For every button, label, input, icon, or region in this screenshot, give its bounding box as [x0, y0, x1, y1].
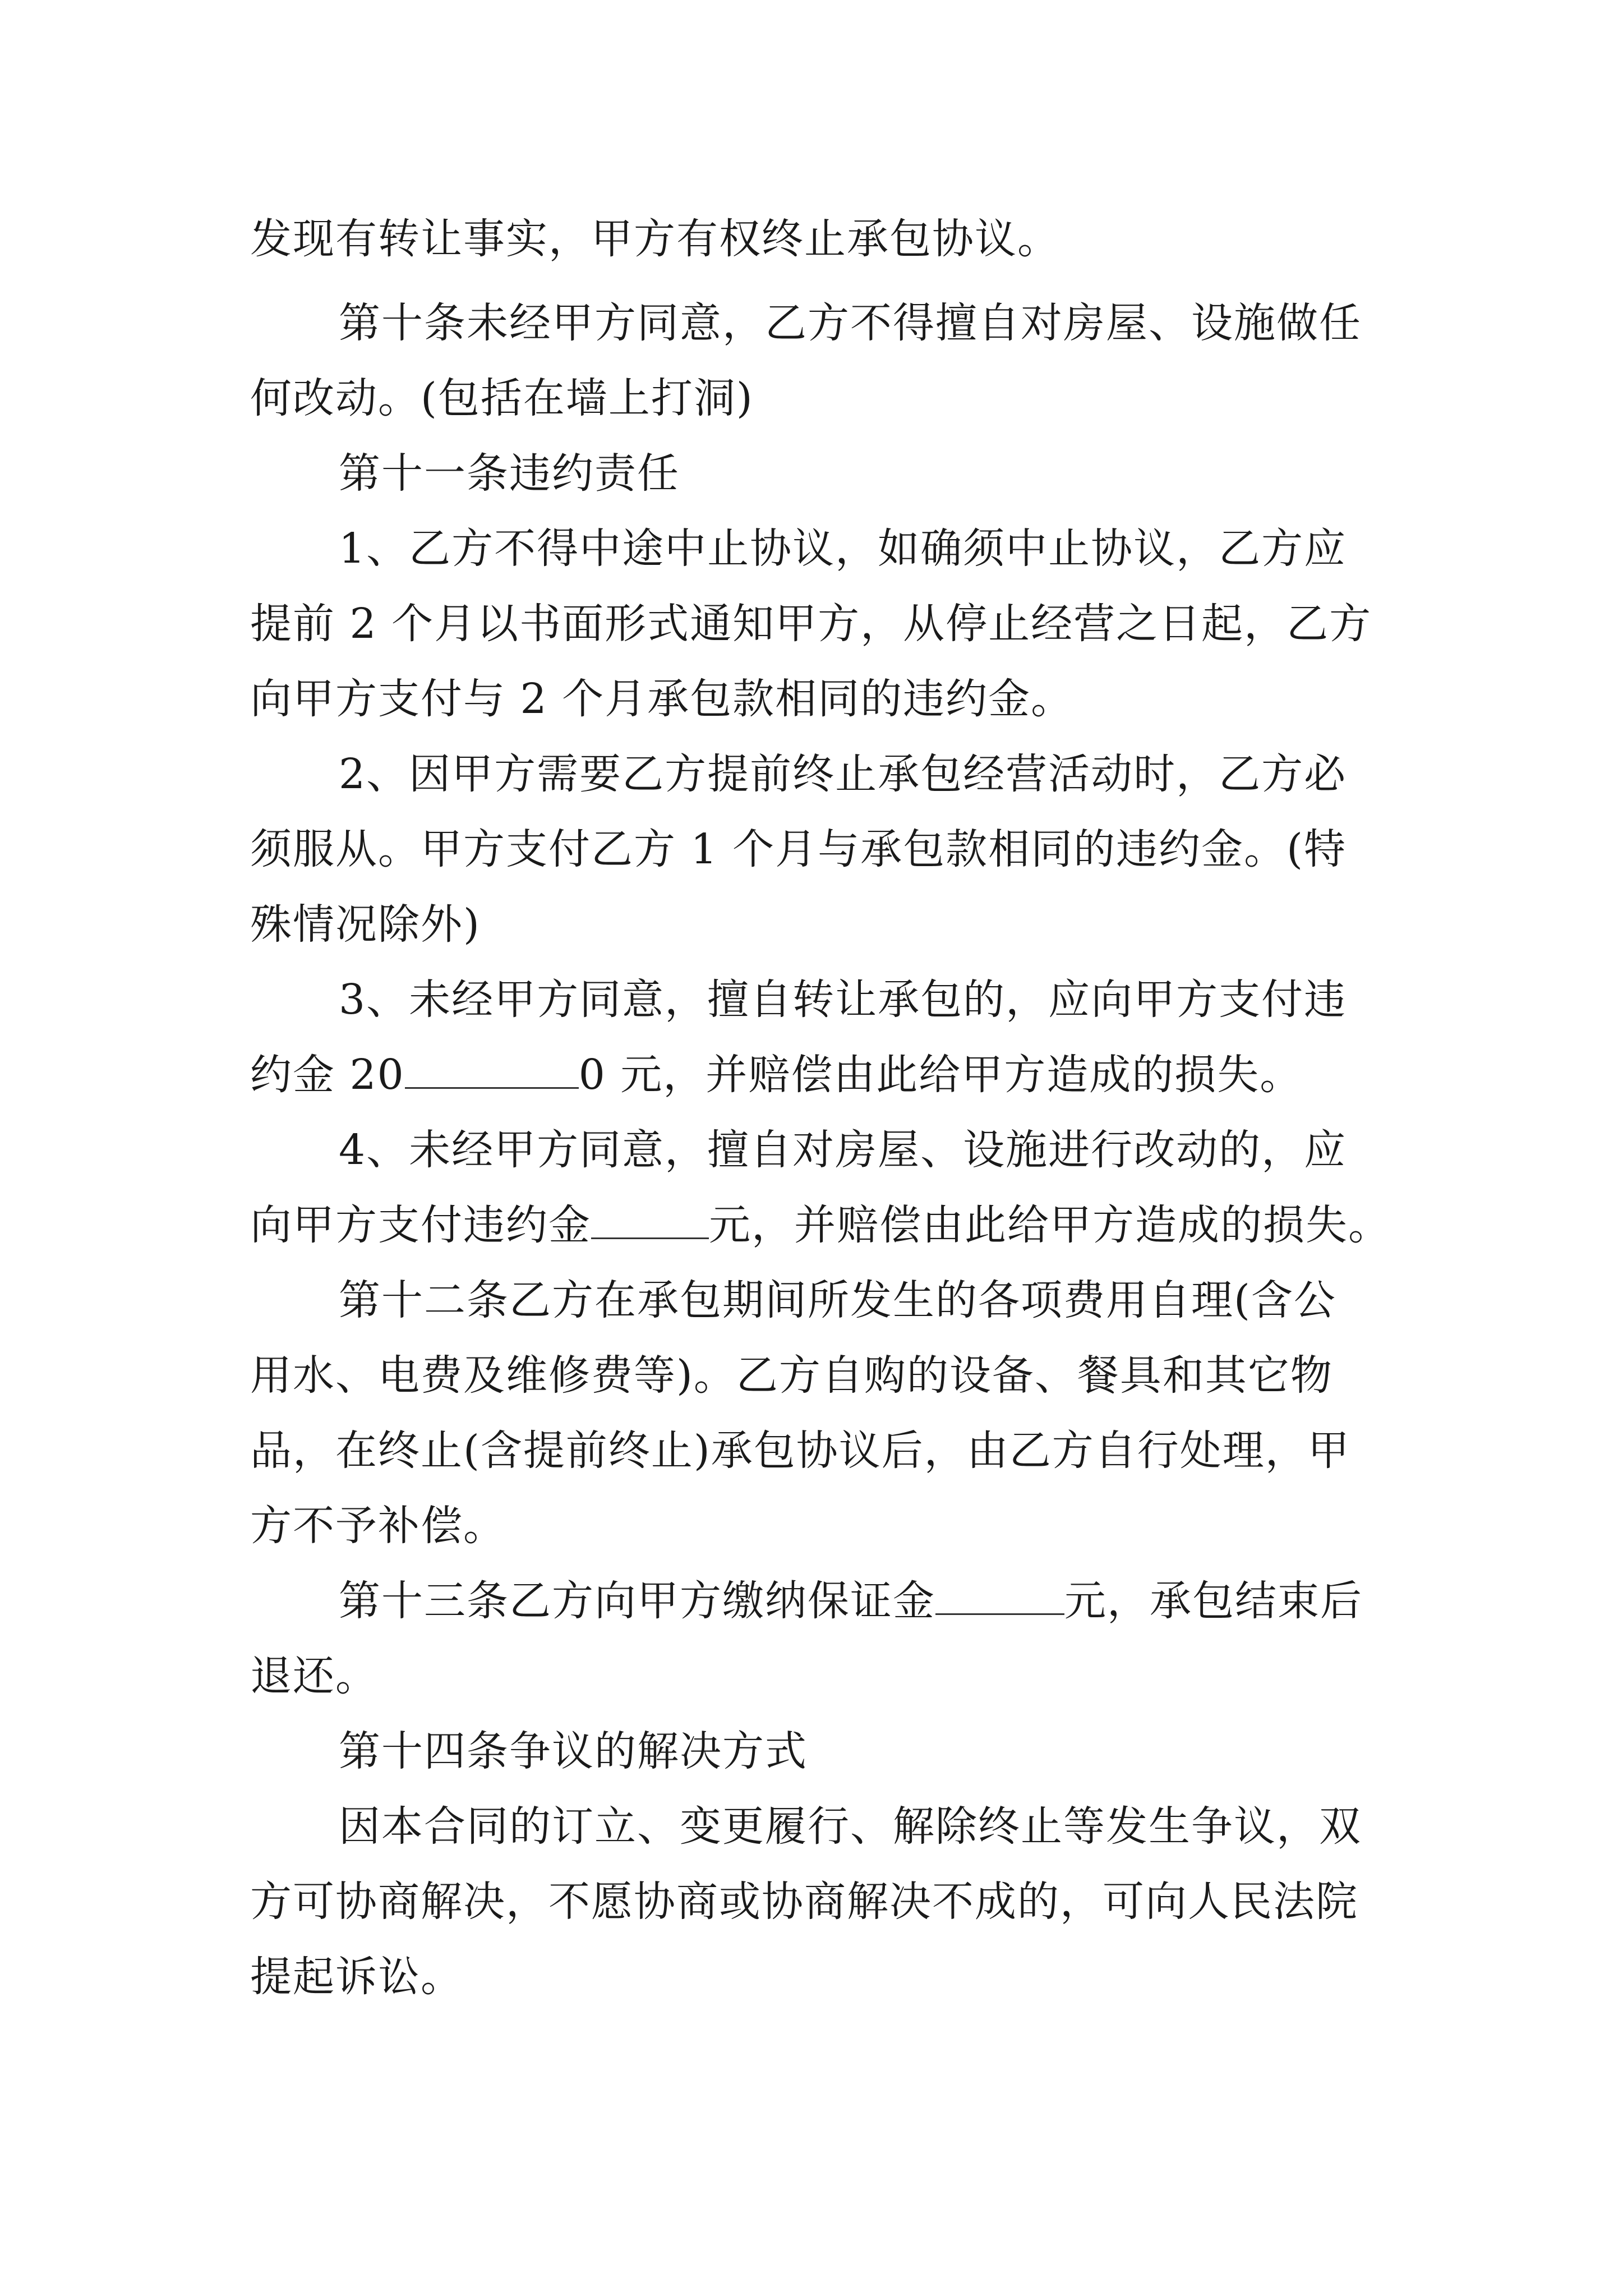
fill-in-blank[interactable]: [591, 1200, 709, 1239]
text-line: 发现有转让事实，甲方有权终止承包协议。: [250, 215, 1060, 263]
text-before-blank: 约金 20: [250, 1051, 405, 1099]
text-line: 退还。: [250, 1652, 378, 1700]
clause-11-heading: 第十一条违约责任: [339, 449, 680, 498]
clause-14-heading: 第十四条争议的解决方式: [339, 1727, 808, 1775]
clause-13-line: [339, 1573, 1483, 1629]
text-after-blank: 元，并赔偿由此给甲方造成的损失。: [709, 1201, 1391, 1249]
text-before-blank: 第十三条乙方向甲方缴纳保证金: [339, 1577, 935, 1625]
text-after-blank: 0 元，并赔偿由此给甲方造成的损失。: [578, 1051, 1303, 1099]
text-before-blank: 向甲方支付违约金: [250, 1201, 591, 1249]
fill-in-blank[interactable]: [935, 1576, 1064, 1615]
clause-10-line: 第十条未经甲方同意，乙方不得擅自对房屋、设施做任: [339, 299, 1362, 347]
text-line: 须服从。甲方支付乙方 1 个月与承包款相同的违约金。(特: [250, 825, 1347, 873]
item-4-line: 4、未经甲方同意，擅自对房屋、设施进行改动的，应: [339, 1126, 1347, 1174]
text-line: 向甲方支付与 2 个月承包款相同的违约金。: [250, 675, 1074, 723]
clause-12-line: 第十二条乙方在承包期间所发生的各项费用自理(含公: [339, 1276, 1336, 1324]
text-after-blank: 元，承包结束后: [1064, 1577, 1363, 1625]
text-line: 殊情况除外): [250, 900, 481, 949]
item-1-line: 1、乙方不得中途中止协议，如确须中止协议，乙方应: [339, 524, 1347, 573]
text-line: 提前 2 个月以书面形式通知甲方，从停止经营之日起，乙方: [250, 600, 1372, 648]
text-line: 品，在终止(含提前终止)承包协议后，由乙方自行处理，甲: [250, 1427, 1350, 1475]
text-line: 何改动。(包括在墙上打洞): [250, 374, 754, 422]
text-line: 因本合同的订立、变更履行、解除终止等发生争议，双: [339, 1802, 1362, 1851]
text-line: 提起诉讼。: [250, 1953, 463, 2001]
item-3-line: 3、未经甲方同意，擅自转让承包的，应向甲方支付违: [339, 976, 1347, 1024]
text-line: 方不予补偿。: [250, 1502, 506, 1550]
text-line: 用水、电费及维修费等)。乙方自购的设备、餐具和其它物: [250, 1351, 1333, 1400]
text-line-with-blank: [250, 1047, 1394, 1103]
item-2-line: 2、因甲方需要乙方提前终止承包经营活动时，乙方必: [339, 750, 1347, 798]
text-line: 方可协商解决，不愿协商或协商解决不成的，可向人民法院: [250, 1878, 1358, 1926]
text-line-with-blank: [250, 1197, 1394, 1253]
fill-in-blank[interactable]: [405, 1050, 579, 1089]
